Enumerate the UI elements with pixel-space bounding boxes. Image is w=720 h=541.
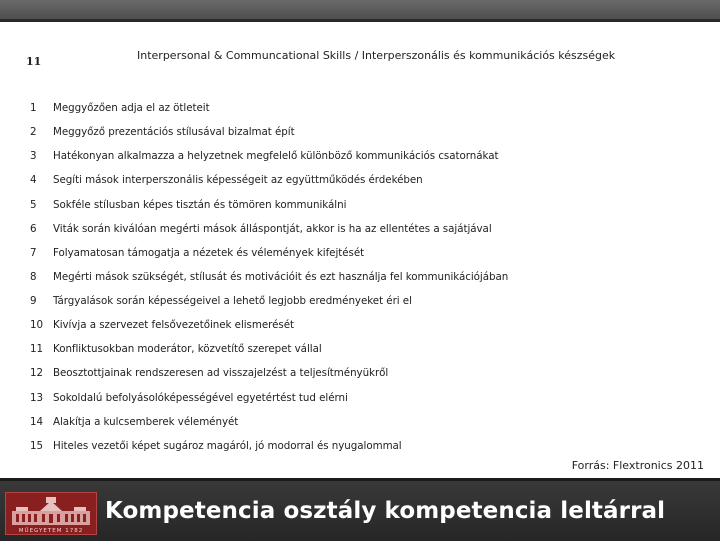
item-text: Sokoldalú befolyásolóképességével egyetértést tud elérni [53,392,348,404]
item-number: 6 [30,223,37,235]
item-number: 13 [30,392,44,404]
item-text: Beosztottjainak rendszeresen ad visszajelzést a teljesítményükről [53,367,389,379]
logo-caption: MŰEGYETEM 1782 [18,528,84,534]
section-number: 11 [26,55,42,68]
item-number: 8 [30,271,37,283]
building-icon [6,493,96,534]
item-text: Konfliktusokban moderátor, közvetítő szerepet vállal [53,343,322,355]
footer-title: Kompetencia osztály kompetencia leltárral [105,498,666,524]
item-number: 1 [30,102,37,114]
footer-bar [0,478,720,541]
item-number: 2 [30,126,37,138]
source-note: Forrás: Flextronics 2011 [571,459,704,472]
item-number: 11 [30,343,44,355]
top-bar [0,0,720,22]
section-title: Interpersonal & Communcational Skills / Interperszonális és kommunikációs készségek [137,49,616,62]
item-text: Kivívja a szervezet felsővezetőinek elismerését [53,319,294,331]
item-number: 9 [30,295,37,307]
item-number: 12 [30,367,44,379]
item-text: Megérti mások szükségét, stílusát és motivációit és ezt használja fel kommunikációjában [53,271,509,283]
item-number: 10 [30,319,44,331]
item-text: Tárgyalások során képességeivel a lehető legjobb eredményeket éri el [53,295,412,307]
item-text: Hatékonyan alkalmazza a helyzetnek megfelelő különböző kommunikációs csatornákat [53,150,499,162]
item-text: Segíti mások interperszonális képességeit az együttműködés érdekében [53,174,423,186]
item-number: 4 [30,174,37,186]
item-text: Meggyőző prezentációs stílusával bizalmat épít [53,126,295,138]
item-text: Meggyőzően adja el az ötleteit [53,102,210,114]
item-text: Sokféle stílusban képes tisztán és tömören kommunikálni [53,199,347,211]
item-text: Folyamatosan támogatja a nézetek és vélemények kifejtését [53,247,365,259]
item-text: Viták során kiválóan megérti mások álláspontját, akkor is ha az ellentétes a sajátjával [53,223,492,235]
item-text: Hiteles vezetői képet sugároz magáról, jó modorral és nyugalommal [53,440,402,452]
university-logo [5,492,97,535]
item-number: 14 [30,416,44,428]
item-number: 5 [30,199,37,211]
item-text: Alakítja a kulcsemberek véleményét [53,416,239,428]
item-number: 15 [30,440,44,452]
item-number: 7 [30,247,37,259]
item-number: 3 [30,150,37,162]
